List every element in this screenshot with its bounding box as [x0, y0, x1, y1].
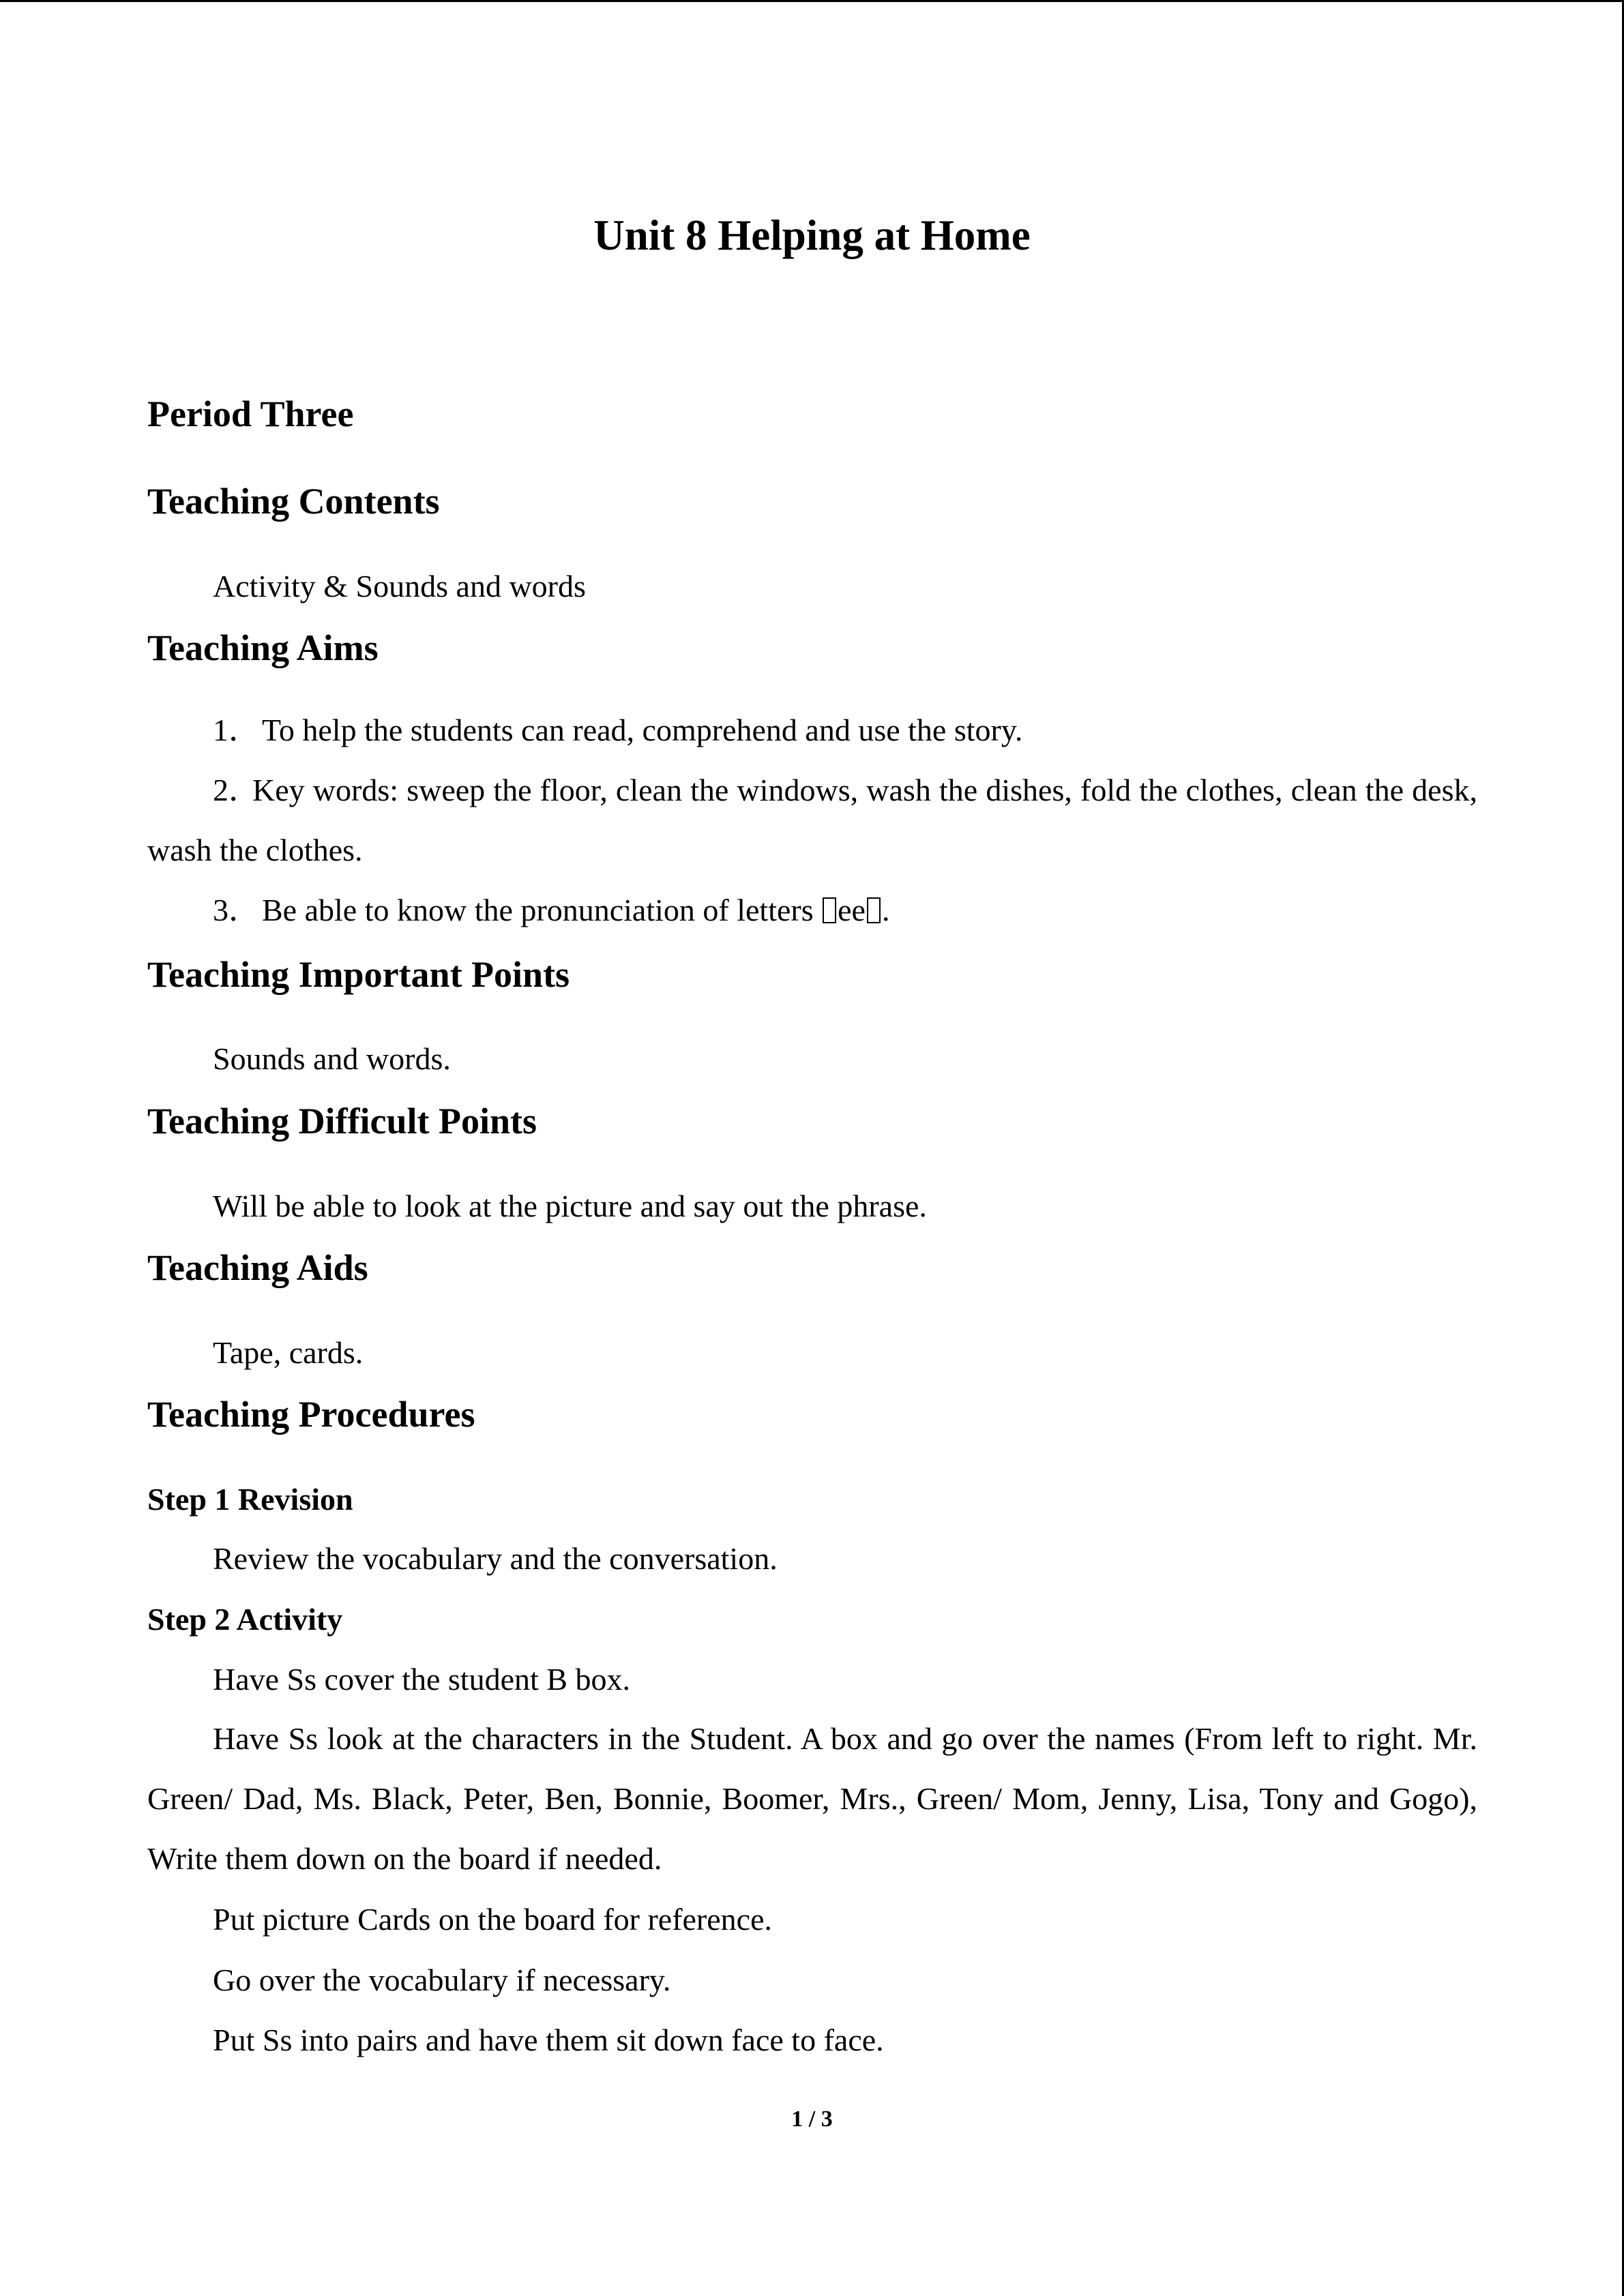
aim-text: Key words: sweep the floor, clean the windows, wash the dishes, fold the clothes, clean the desk, wash the clothes. [147, 773, 1477, 867]
aim-item-2 [147, 760, 1477, 880]
heading-teaching-important-points: Teaching Important Points [147, 954, 570, 995]
page-number: 1 / 3 [791, 2106, 833, 2132]
aim-number: 2． [213, 773, 260, 807]
aim-text: To help the students can read, comprehend and use the story. [262, 713, 1023, 747]
heading-teaching-difficult-points: Teaching Difficult Points [147, 1101, 537, 1142]
aim-text: Be able to know the pronunciation of letters [262, 893, 822, 927]
contents-text: Activity & Sounds and words [213, 569, 586, 603]
missing-glyph-icon [823, 897, 836, 923]
heading-teaching-aids: Teaching Aids [147, 1247, 368, 1288]
step-title: Step 1 Revision [147, 1482, 353, 1517]
aim-text-end: . [881, 893, 890, 927]
step-title: Step 2 Activity [147, 1602, 343, 1637]
step-line: Put picture Cards on the board for reference. [213, 1902, 773, 1937]
step-line: Have Ss cover the student B box. [213, 1662, 630, 1697]
heading-period: Period Three [147, 393, 354, 434]
heading-teaching-aims: Teaching Aims [147, 627, 379, 668]
step-line: Put Ss into pairs and have them sit down face to face. [213, 2023, 884, 2057]
aids-text: Tape, cards. [213, 1335, 364, 1370]
important-text: Sounds and words. [213, 1041, 451, 1076]
step-line: Have Ss look at the characters in the Student. A box and go over the names (From left to right. Mr. Green/ Dad, Ms. Black, Peter, Ben, Bonnie, Boomer, Mrs., Green/ Mom, Jenny, Lisa, Tony and Gogo), Write them down on the board if needed. [147, 1721, 1477, 1876]
aim-number: 3． [213, 893, 260, 927]
aim-item-1 [213, 711, 1022, 749]
step-line: Review the vocabulary and the conversation. [213, 1541, 778, 1576]
missing-glyph-icon [867, 897, 881, 923]
document-title: Unit 8 Helping at Home [593, 211, 1031, 259]
step-line: Go over the vocabulary if necessary. [213, 1963, 671, 1997]
heading-teaching-contents: Teaching Contents [147, 481, 440, 522]
aim-letters: ee [838, 893, 866, 927]
heading-teaching-procedures: Teaching Procedures [147, 1394, 475, 1435]
difficult-text: Will be able to look at the picture and say out the phrase. [213, 1189, 927, 1223]
aim-number: 1． [213, 713, 260, 747]
aim-item-3 [213, 891, 889, 929]
